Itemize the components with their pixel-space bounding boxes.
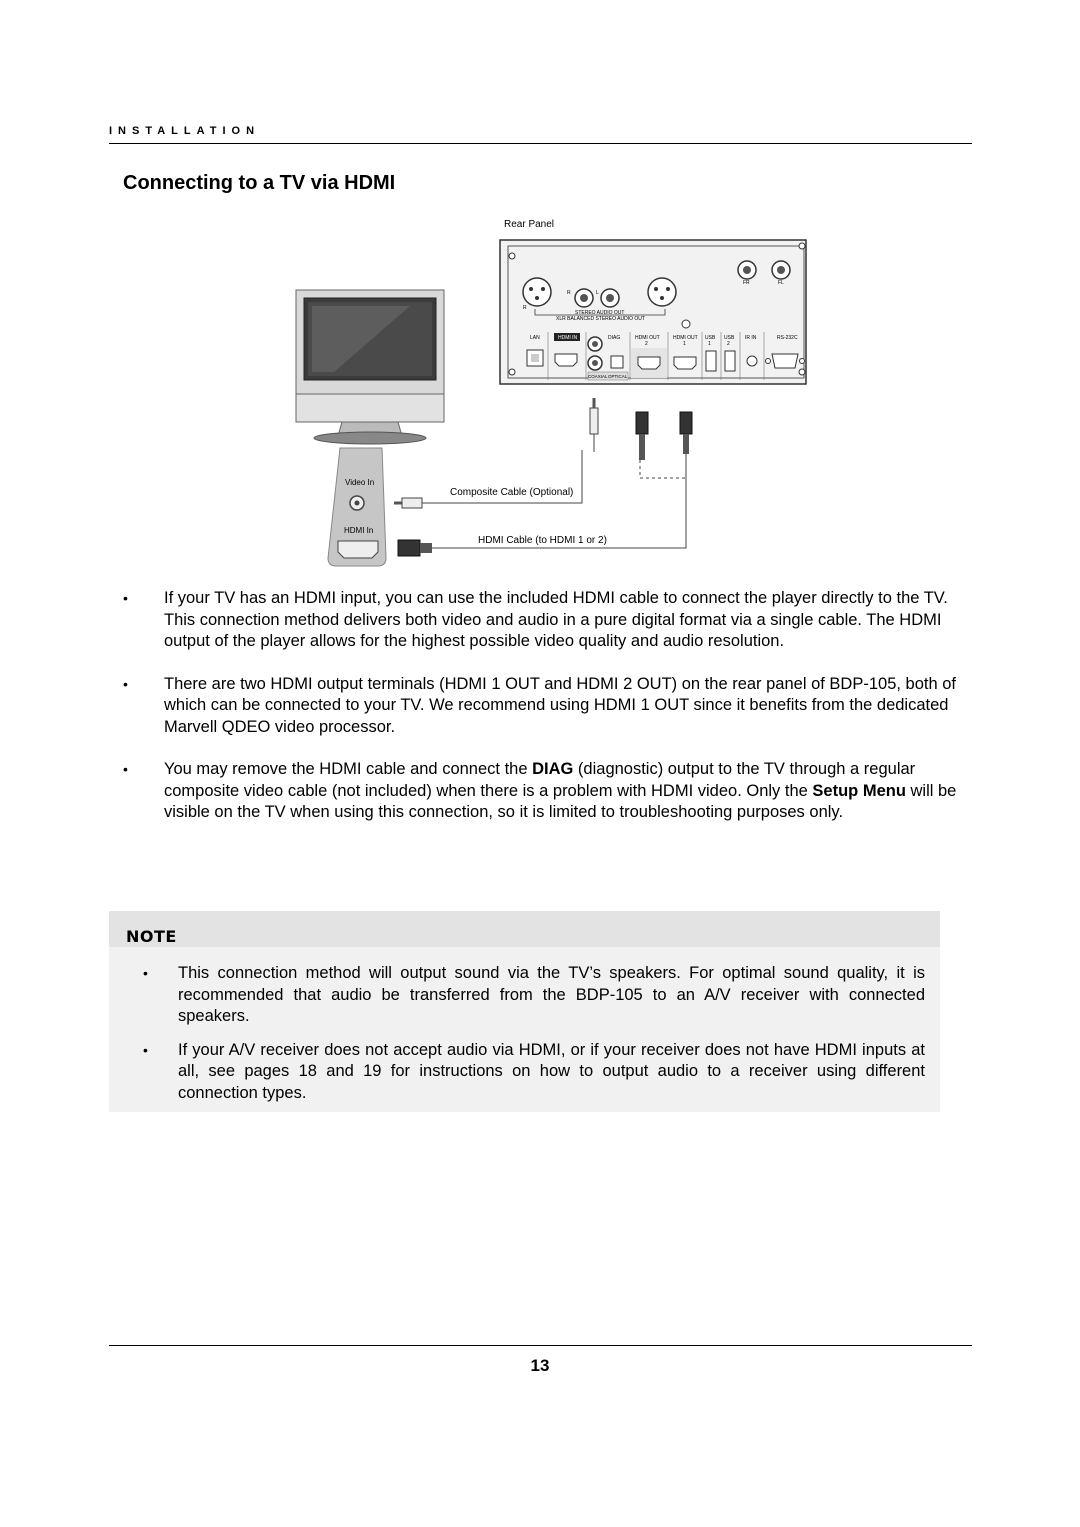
instruction-item: [109, 674, 969, 739]
hdmi-in-port: [555, 354, 577, 366]
connection-diagram: [290, 212, 820, 572]
note-box: [109, 911, 940, 1112]
page-number: 13: [530, 1356, 550, 1375]
tv-hdmi-in-label: HDMI In: [344, 526, 374, 535]
composite-cable-label: Composite Cable (Optional): [450, 487, 574, 498]
hdmi-plug-2: [636, 412, 648, 434]
r-label-xlr: R: [523, 305, 527, 311]
usb2-label: USB: [724, 335, 735, 341]
tv: [296, 290, 444, 444]
coaxial-label: COAXIAL: [588, 374, 608, 379]
optical-port: [611, 356, 623, 368]
fr-label: FR: [743, 280, 750, 286]
note-item: • This connection method will output sound via the TV’s speakers. For optimal sound quality, it is recommended that audio be transferred from the BDP-105 to an A/V receiver with connected speakers.: [109, 963, 925, 1028]
hdmi-out-2-label: HDMI OUT: [635, 335, 660, 341]
hdmi-out-2-num: 2: [645, 341, 648, 347]
tv-speaker-bar: [296, 394, 444, 422]
xlr-left-jack: [648, 278, 676, 306]
hdmi-out-2-port: [638, 357, 660, 369]
hdmi-out-1-num: 1: [683, 341, 686, 347]
hdmi-out-1-label: HDMI OUT: [673, 335, 698, 341]
usb1-port: [706, 351, 716, 371]
note-title: NOTE: [126, 927, 177, 946]
rear-panel-label: Rear Panel: [504, 219, 555, 230]
note-header: [109, 911, 940, 947]
instruction-item: [109, 588, 969, 653]
lan-label: LAN: [530, 335, 540, 341]
section-label: INSTALLATION: [109, 125, 261, 137]
note-list: [109, 963, 925, 1116]
rs232c-port: [772, 354, 798, 368]
ir-in-label: IR IN: [745, 335, 757, 341]
header-rule: [109, 143, 972, 144]
instruction-text: If your TV has an HDMI input, you can use the included HDMI cable to connect the player directly to the TV. This connection method delivers both video and audio in a pure digital format via a single cable. The HDMI output of the player allows for the highest possible video quality and audio resolution.: [164, 589, 948, 650]
usb1-num: 1: [708, 341, 711, 347]
xlr-out-label: XLR BALANCED STEREO AUDIO OUT: [556, 316, 645, 322]
instruction-list: [109, 588, 969, 845]
hdmi-in-panel-label: HDMI IN: [558, 335, 578, 341]
r-label: R: [567, 290, 571, 296]
instruction-text: There are two HDMI output terminals (HDMI 1 OUT and HDMI 2 OUT) on the rear panel of BDP-105, both of which can be connected to your TV. We recommend using HDMI 1 OUT since it benefits from the dedicated Marvell QDEO video processor.: [164, 674, 957, 736]
connection-diagram-svg: [290, 212, 820, 572]
diag-label: DIAG: [608, 335, 621, 341]
stereo-audio-out-label: STEREO AUDIO OUT: [575, 310, 625, 316]
hdmi-cable-label: HDMI Cable (to HDMI 1 or 2): [478, 535, 607, 546]
note-item: • If your A/V receiver does not accept audio via HDMI, or if your receiver does not have HDMI inputs at all, see pages 18 and 19 for instructions on how to output audio to a receiver using different connection types.: [109, 1040, 925, 1105]
xlr-right-jack: [523, 278, 551, 306]
footer-rule: [109, 1345, 972, 1346]
tv-video-in-label: Video In: [345, 478, 375, 487]
hdmi-out-1-port: [674, 357, 696, 369]
rs232c-label: RS-232C: [777, 335, 798, 341]
hdmi-cable: [398, 412, 692, 556]
ir-in-jack: [747, 356, 757, 366]
rear-panel: [500, 240, 806, 384]
usb2-port: [725, 351, 735, 371]
setup-menu-term: Setup Menu: [812, 781, 906, 800]
page-title: Connecting to a TV via HDMI: [123, 172, 396, 194]
instruction-item: [109, 759, 969, 824]
l-label: L: [596, 290, 599, 296]
usb1-label: USB: [705, 335, 716, 341]
diag-term: DIAG: [532, 760, 574, 778]
tv-hdmi-in-port: [338, 541, 378, 558]
instruction-text: will be visible on the TV when using this connection, so it is limited to troubleshooting purposes only.: [164, 781, 957, 821]
usb2-num: 2: [727, 341, 730, 347]
instruction-text: You may remove the HDMI cable and connect the: [164, 760, 533, 778]
tv-input-panel: [328, 448, 386, 566]
fl-label: FL: [778, 280, 784, 286]
optical-label: OPTICAL: [608, 374, 628, 379]
hdmi-plug-1: [680, 412, 692, 434]
instruction-text: (diagnostic) output to the TV through a regular composite video cable (not included) when there is a problem with HDMI video. Only the: [164, 760, 916, 800]
